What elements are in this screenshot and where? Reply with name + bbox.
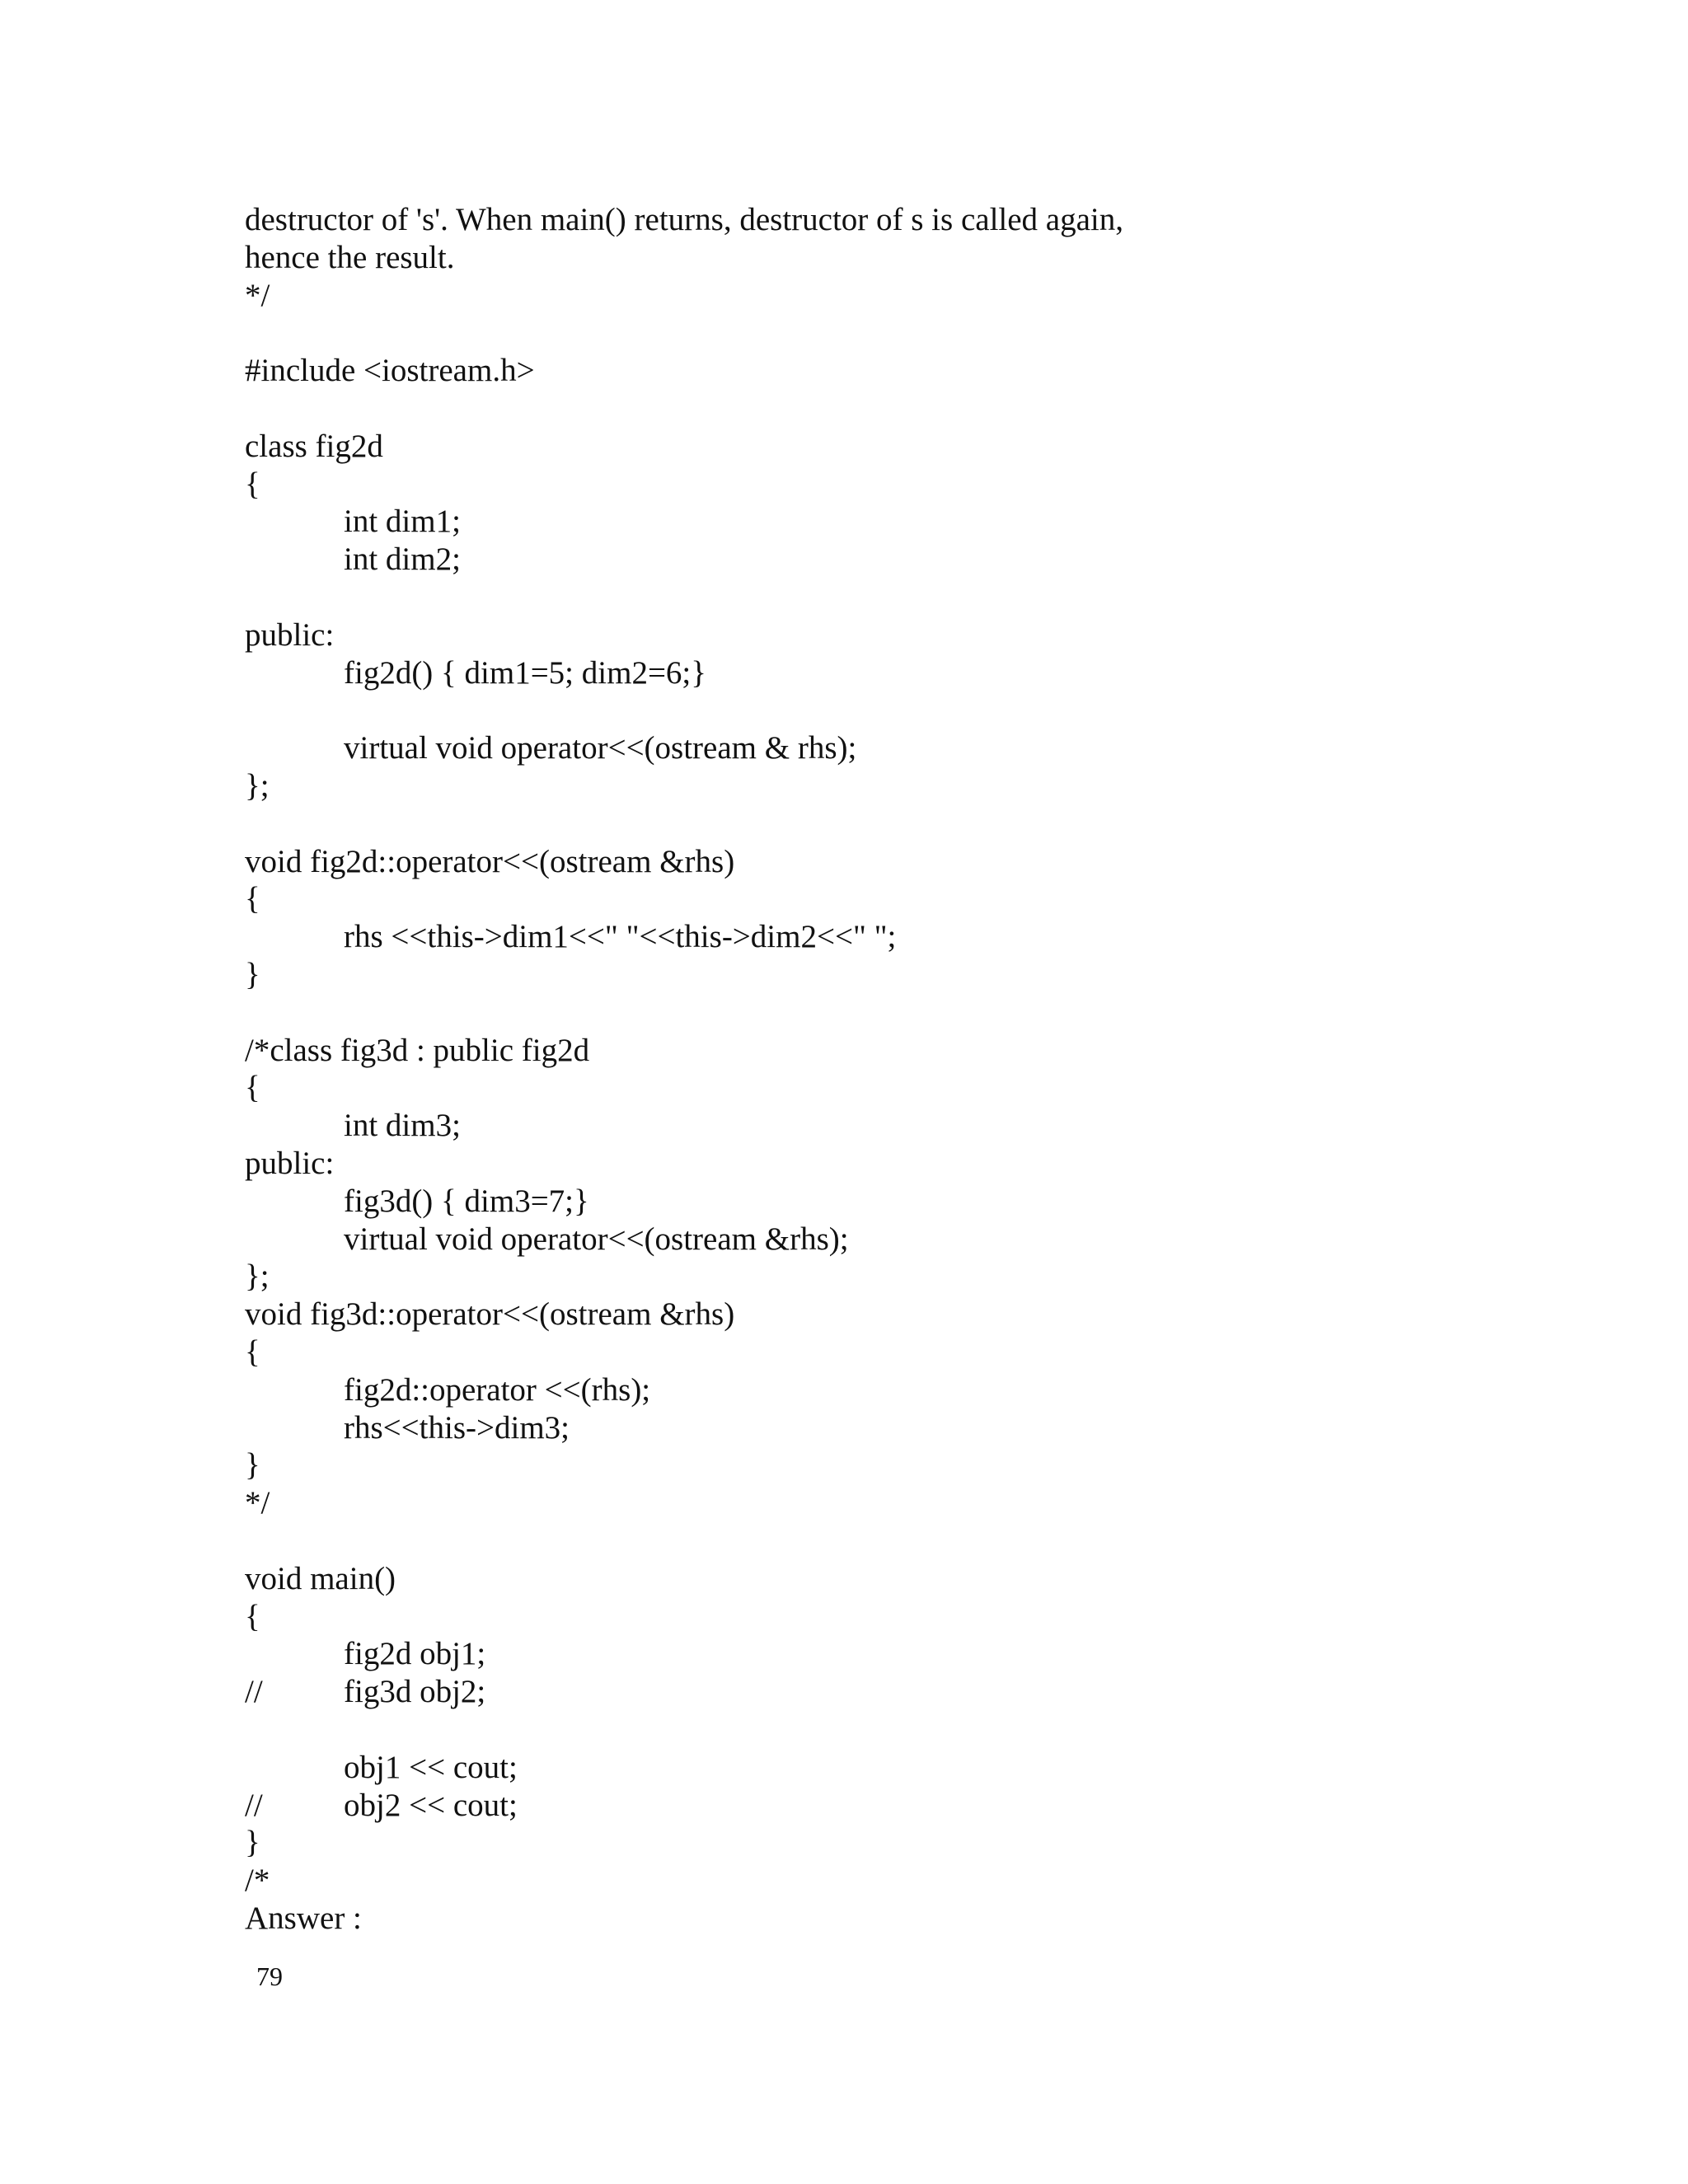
- code-text: /*class fig3d : public fig2d: [245, 1032, 590, 1068]
- code-line: [245, 1484, 270, 1522]
- code-line: [245, 843, 734, 881]
- indented-code-text: fig2d() { dim1=5; dim2=6;}: [344, 654, 706, 691]
- code-line: [245, 1598, 260, 1636]
- code-text: }: [245, 957, 260, 992]
- commented-code-text: obj2 << cout;: [344, 1787, 518, 1823]
- code-line: [245, 616, 334, 654]
- indented-code-text: int dim2;: [344, 541, 461, 578]
- page-number: 79: [256, 1961, 283, 1991]
- code-line: [245, 1296, 734, 1333]
- code-text: {: [245, 466, 260, 502]
- code-text: */: [245, 1485, 270, 1521]
- code-line: [245, 880, 260, 918]
- indented-code-text: fig2d::operator <<(rhs);: [344, 1371, 651, 1408]
- commented-code-text: fig3d obj2;: [344, 1674, 486, 1710]
- code-line: [245, 956, 260, 994]
- indented-code-text: fig2d obj1;: [344, 1636, 486, 1672]
- indented-code-text: int dim3;: [344, 1108, 461, 1144]
- indented-code-text: rhs<<this->dim3;: [344, 1409, 570, 1446]
- code-text: Answer :: [245, 1900, 362, 1936]
- code-line: [245, 1824, 260, 1862]
- code-text: class fig2d: [245, 428, 383, 464]
- code-text: public:: [245, 616, 335, 653]
- code-line: [245, 1333, 260, 1371]
- indented-code-text: rhs <<this->dim1<<" "<<this->dim2<<" ";: [344, 919, 897, 955]
- code-line: [245, 277, 270, 315]
- code-text: /*: [245, 1863, 270, 1899]
- code-line: [245, 1862, 270, 1900]
- code-line: [245, 466, 260, 504]
- code-text: #include <iostream.h>: [245, 353, 535, 389]
- code-text: };: [245, 1258, 270, 1295]
- code-text: {: [245, 881, 260, 917]
- indented-code-text: int dim1;: [344, 504, 461, 540]
- code-line: [245, 352, 535, 390]
- code-text: {: [245, 1334, 260, 1370]
- code-line: [245, 1145, 334, 1183]
- code-text: //: [245, 1674, 263, 1710]
- code-text: }: [245, 1825, 260, 1861]
- code-text: destructor of 's'. When main() returns, destructor of s is called again,: [245, 202, 1124, 237]
- code-text: {: [245, 1598, 260, 1634]
- code-line: [245, 428, 383, 466]
- code-text: }: [245, 1447, 260, 1483]
- code-line: [245, 239, 454, 277]
- code-text: };: [245, 768, 270, 804]
- indented-code-text: obj1 << cout;: [344, 1749, 518, 1785]
- indented-code-text: virtual void operator<<(ostream &rhs);: [344, 1221, 849, 1257]
- code-line: [245, 1446, 260, 1484]
- code-text: void fig2d::operator<<(ostream &rhs): [245, 843, 735, 879]
- code-line: [245, 1673, 486, 1711]
- code-text: */: [245, 277, 270, 313]
- code-line: [245, 767, 270, 805]
- indented-code-text: fig3d() { dim3=7;}: [344, 1183, 589, 1219]
- code-line: [245, 201, 1123, 239]
- code-text: //: [245, 1787, 263, 1823]
- code-line: [245, 1560, 396, 1598]
- indented-code-text: virtual void operator<<(ostream & rhs);: [344, 730, 857, 766]
- code-line: [245, 1787, 518, 1825]
- code-text: {: [245, 1070, 260, 1106]
- code-text: hence the result.: [245, 239, 455, 275]
- code-text: void fig3d::operator<<(ostream &rhs): [245, 1296, 735, 1333]
- code-text: public:: [245, 1146, 335, 1181]
- code-line: [245, 1032, 589, 1070]
- code-line: [245, 1258, 270, 1296]
- code-line: [245, 1900, 362, 1938]
- code-text: void main(): [245, 1560, 396, 1596]
- code-line: [245, 1069, 260, 1107]
